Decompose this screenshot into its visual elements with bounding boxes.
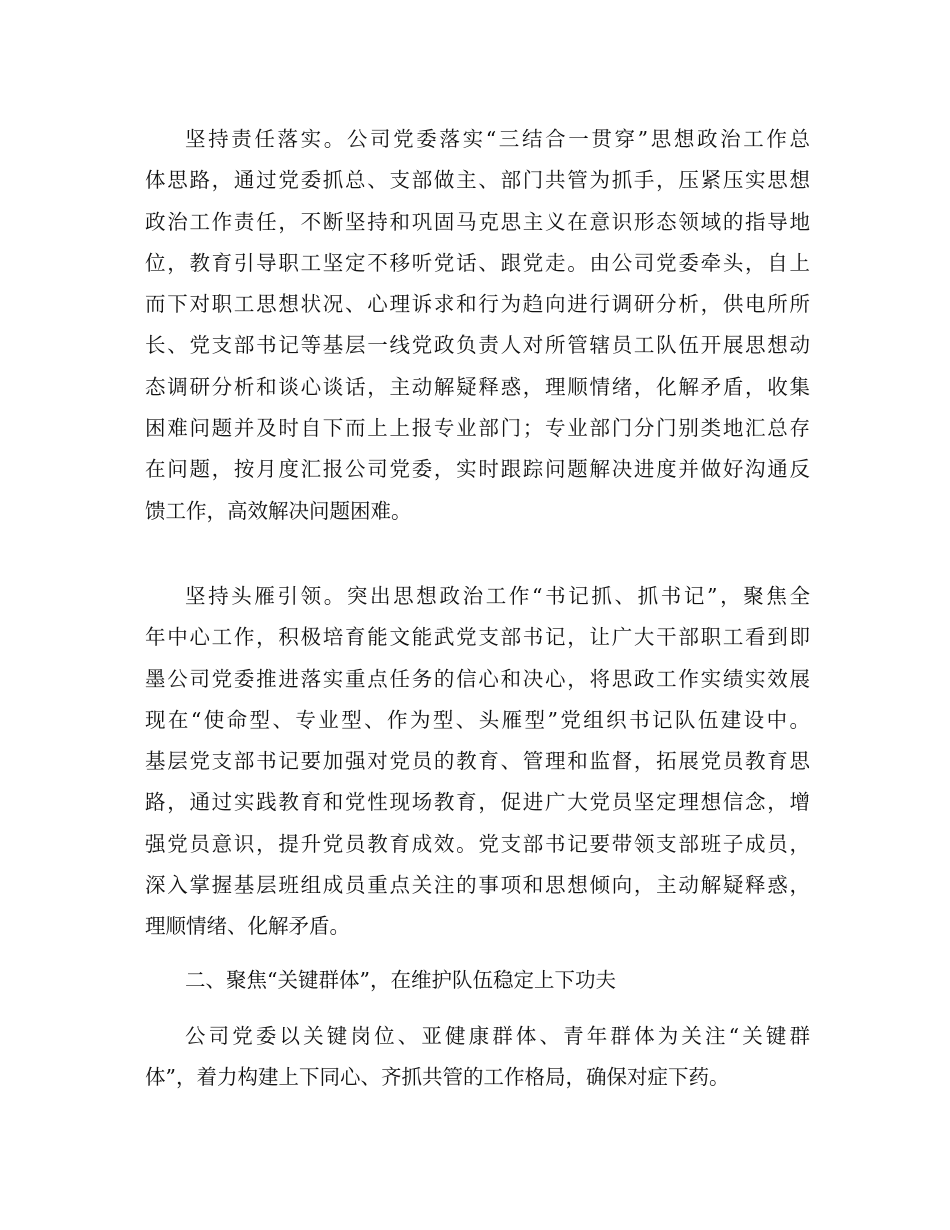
- text-line: 坚持责任落实。公司党委落实“三结合一贯穿”思想政治工作总: [185, 127, 810, 151]
- text-line: 深入掌握基层班组成员重点关注的事项和思想倾向，主动解疑释惑，: [145, 873, 810, 898]
- text-line: 体思路，通过党委抓总、支部做主、部门共管为抓手，压紧压实思想: [145, 168, 810, 193]
- text-line: 公司党委以关键岗位、亚健康群体、青年群体为关注“关键群: [185, 1024, 810, 1048]
- text-line: 位，教育引导职工坚定不移听党话、跟党走。由公司党委牵头，自上: [145, 250, 810, 275]
- text-line: 政治工作责任，不断坚持和巩固马克思主义在意识形态领域的指导地: [145, 209, 810, 234]
- section-heading: [145, 960, 810, 1001]
- text-line: 强党员意识，提升党员教育成效。党支部书记要带领支部班子成员，: [145, 831, 810, 856]
- text-line: 现在“使命型、专业型、作为型、头雁型”党组织书记队伍建设中。: [145, 707, 810, 732]
- text-line: 二、聚焦“关键群体”，在维护队伍稳定上下功夫: [185, 968, 616, 992]
- text-line: 路，通过实践教育和党性现场教育，促进广大党员坚定理想信念，增: [145, 790, 810, 815]
- text-line: 态调研分析和谈心谈话，主动解疑释惑，理顺情绪，化解矛盾，收集: [145, 374, 810, 399]
- text-line: 基层党支部书记要加强对党员的教育、管理和监督，拓展党员教育思: [145, 749, 810, 774]
- paragraph-key-groups: [145, 1016, 810, 1099]
- text-line: 体”，着力构建上下同心、齐抓共管的工作格局，确保对症下药。: [145, 1065, 730, 1090]
- text-line: 理顺情绪、化解矛盾。: [145, 914, 350, 939]
- text-line: 而下对职工思想状况、心理诉求和行为趋向进行调研分析，供电所所: [145, 292, 810, 317]
- text-line: 年中心工作，积极培育能文能武党支部书记，让广大干部职工看到即: [145, 625, 810, 650]
- text-line: 困难问题并及时自下而上上报专业部门；专业部门分门别类地汇总存: [145, 416, 810, 441]
- text-line: 长、党支部书记等基层一线党政负责人对所管辖员工队伍开展思想动: [145, 333, 810, 358]
- paragraph-leadership: [145, 576, 810, 948]
- paragraph-responsibility: [145, 119, 810, 532]
- text-line: 馈工作，高效解决问题困难。: [145, 498, 412, 523]
- text-line: 在问题，按月度汇报公司党委，实时跟踪问题解决进度并做好沟通反: [145, 457, 810, 482]
- text-line: 墨公司党委推进落实重点任务的信心和决心，将思政工作实绩实效展: [145, 666, 810, 691]
- text-line: 坚持头雁引领。突出思想政治工作“书记抓、抓书记”，聚焦全: [185, 584, 810, 608]
